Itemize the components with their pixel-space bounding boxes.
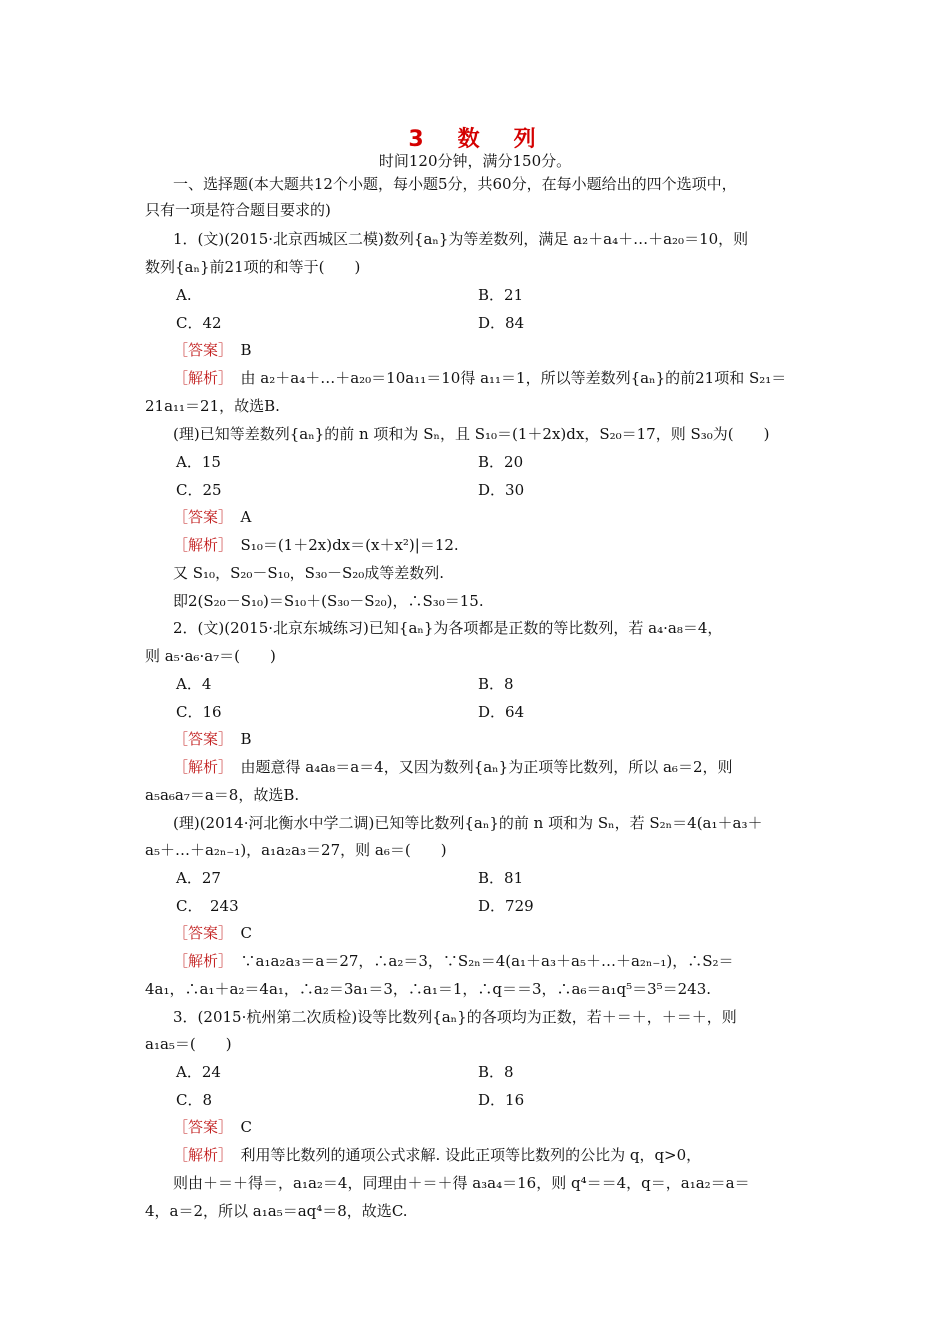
analysis-label: ［解析］: [173, 369, 226, 387]
q2b-option-c: C． 243: [176, 897, 239, 915]
q2-answer: B: [240, 730, 252, 748]
q2-analysis: 由题意得 a₄a₈＝a＝4，又因为数列{aₙ}为正项等比数列，所以 a₆＝2，则: [240, 758, 733, 776]
q1-option-b: B．21: [478, 286, 524, 304]
q3-analysis-cont: 则由＋＝＋得＝，a₁a₂＝4，同理由＋＝＋得 a₃a₄＝16，则 q⁴＝＝4，q＝，a₁a₂＝a＝: [173, 1174, 750, 1192]
q1-analysis-cont: 21a₁₁＝21，故选B.: [145, 397, 280, 415]
q2-analysis-line: [173, 757, 733, 777]
q1b-option-c: C．25: [176, 481, 222, 499]
q1-stem: 1．(文)(2015·北京西城区二模)数列{aₙ}为等差数列，满足 a₂＋a₄＋…＋a₂₀＝10，则: [173, 230, 749, 248]
q3-answer: C: [240, 1118, 253, 1136]
q3-option-a: A．24: [176, 1063, 221, 1081]
q2b-analysis-line: [173, 951, 734, 971]
answer-label: ［答案］: [173, 730, 226, 748]
q3-option-d: D．16: [478, 1091, 525, 1109]
q2-option-b: B．8: [478, 675, 514, 693]
q3-option-c: C．8: [176, 1091, 213, 1109]
q1-analysis: 由 a₂＋a₄＋…＋a₂₀＝10a₁₁＝10得 a₁₁＝1，所以等差数列{aₙ}的前21项和 S₂₁＝: [240, 369, 787, 387]
q3-stem-cont: a₁a₅＝( ): [145, 1035, 232, 1053]
q1b-answer: A: [240, 508, 252, 526]
q1-answer: B: [240, 341, 252, 359]
answer-label: ［答案］: [173, 508, 226, 526]
q2-analysis-cont: a₅a₆a₇＝a＝8，故选B.: [145, 786, 300, 804]
page-subtitle: 时间120分钟，满分150分。: [378, 152, 572, 170]
q3-analysis-cont2: 4，a＝2，所以 a₁a₅＝aq⁴＝8，故选C.: [145, 1202, 408, 1220]
answer-label: ［答案］: [173, 1118, 226, 1136]
q2-answer-line: [173, 729, 252, 749]
q2-option-a: A．4: [176, 675, 212, 693]
section-heading: 一、选择题(本大题共12个小题，每小题5分，共60分，在每小题给出的四个选项中，: [173, 175, 737, 193]
q2b-stem: (理)(2014·河北衡水中学二调)已知等比数列{aₙ}的前 n 项和为 Sₙ，若 S₂ₙ＝4(a₁＋a₃＋: [173, 814, 763, 832]
q1b-option-d: D．30: [478, 481, 525, 499]
q1b-answer-line: [173, 507, 251, 527]
q3-stem: 3．(2015·杭州第二次质检)设等比数列{aₙ}的各项均为正数，若＋＝＋，＋＝＋，则: [173, 1008, 737, 1026]
q2-option-d: D．64: [478, 703, 525, 721]
q2b-analysis-cont: 4a₁，∴a₁＋a₂＝4a₁，∴a₂＝3a₁＝3，∴a₁＝1，∴q＝＝3，∴a₆＝a₁q⁵＝3⁵＝243.: [145, 980, 712, 998]
q2b-option-d: D．729: [478, 897, 534, 915]
page-title: 3 数 列: [408, 127, 542, 152]
q1b-analysis-cont2: 即2(S₂₀－S₁₀)＝S₁₀＋(S₃₀－S₂₀)，∴S₃₀＝15.: [173, 592, 484, 610]
analysis-label: ［解析］: [173, 758, 226, 776]
q3-analysis-line: [173, 1145, 701, 1165]
q2b-option-b: B．81: [478, 869, 524, 887]
q2-option-c: C．16: [176, 703, 222, 721]
answer-label: ［答案］: [173, 924, 226, 942]
analysis-label: ［解析］: [173, 952, 226, 970]
q2-stem: 2．(文)(2015·北京东城练习)已知{aₙ}为各项都是正数的等比数列，若 a₄·a₈＝4，: [173, 619, 723, 637]
q1b-analysis: S₁₀＝(1＋2x)dx＝(x＋x²)|＝12.: [240, 536, 459, 554]
q2-stem-cont: 则 a₅·a₆·a₇＝( ): [145, 647, 276, 665]
q3-answer-line: [173, 1117, 252, 1137]
answer-label: ［答案］: [173, 341, 226, 359]
q2b-stem-cont: a₅＋…＋a₂ₙ₋₁)，a₁a₂a₃＝27，则 a₆＝( ): [145, 841, 447, 859]
analysis-label: ［解析］: [173, 536, 226, 554]
q1b-option-a: A．15: [176, 453, 221, 471]
q1-option-d: D．84: [478, 314, 525, 332]
q1-answer-line: [173, 340, 252, 360]
q1-stem-cont: 数列{aₙ}前21项的和等于( ): [145, 258, 361, 276]
q1b-analysis-line: [173, 535, 459, 555]
analysis-label: ［解析］: [173, 1146, 226, 1164]
section-heading-cont: 只有一项是符合题目要求的): [145, 201, 331, 219]
q2b-answer: C: [240, 924, 253, 942]
q1-option-a: A.: [176, 286, 192, 304]
q3-option-b: B．8: [478, 1063, 514, 1081]
q1-option-c: C．42: [176, 314, 222, 332]
q2b-analysis: ∵a₁a₂a₃＝a＝27，∴a₂＝3，∵S₂ₙ＝4(a₁＋a₃＋a₅＋…＋a₂ₙ₋₁)，∴S₂＝: [240, 952, 734, 970]
q2b-answer-line: [173, 923, 252, 943]
q1b-analysis-cont: 又 S₁₀，S₂₀－S₁₀，S₃₀－S₂₀成等差数列.: [173, 564, 445, 582]
q1b-option-b: B．20: [478, 453, 524, 471]
q2b-option-a: A．27: [176, 869, 221, 887]
q1-analysis-line: [173, 368, 786, 388]
q3-analysis: 利用等比数列的通项公式求解. 设此正项等比数列的公比为 q，q>0，: [240, 1146, 702, 1164]
q1b-stem: (理)已知等差数列{aₙ}的前 n 项和为 Sₙ，且 S₁₀＝(1＋2x)dx，S₂₀＝17，则 S₃₀为( ): [173, 425, 770, 443]
